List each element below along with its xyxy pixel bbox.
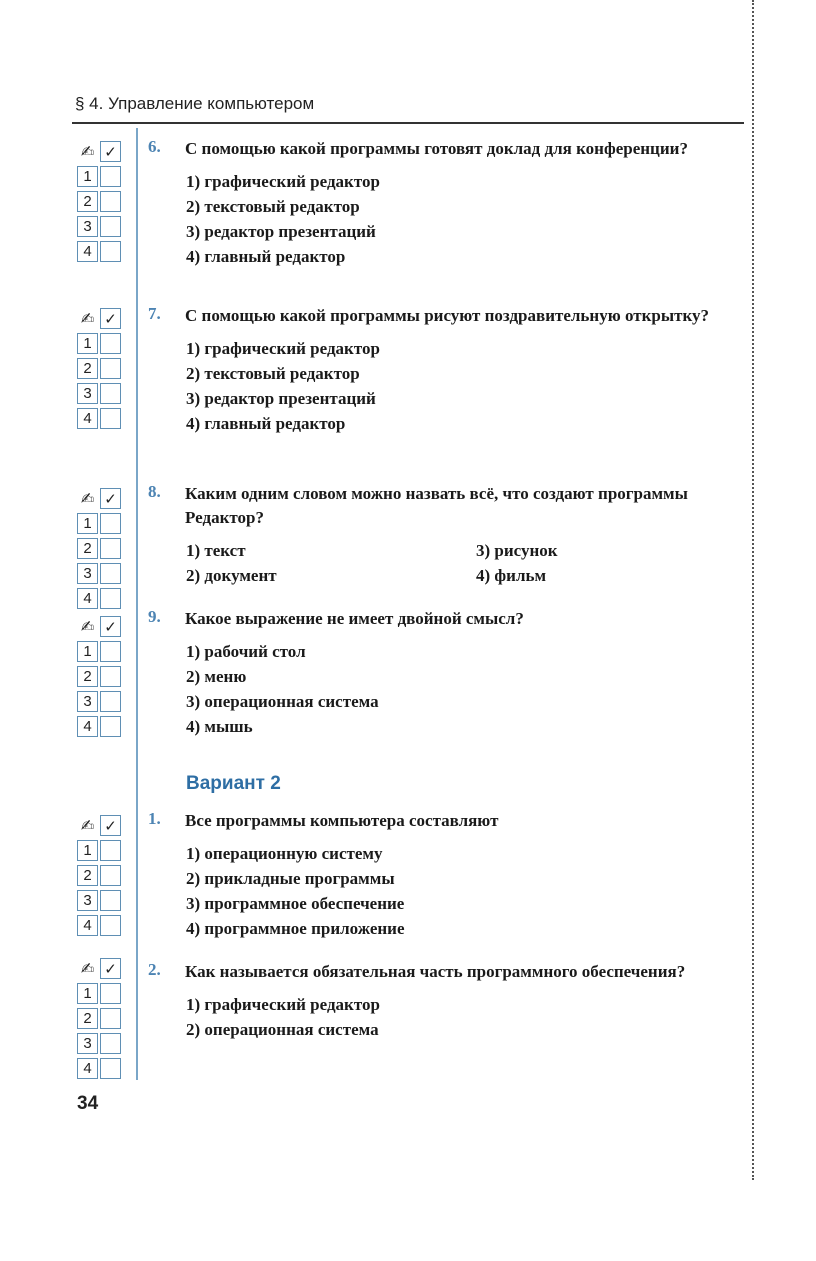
option: 3) редактор презентаций [186,222,376,241]
question-text: С помощью какой программы рисуют поздравительную открытку? [185,306,709,325]
variant-title: Вариант 2 [186,773,281,794]
option: 2) текстовый редактор [186,364,360,383]
option: 1) графический редактор [186,339,380,358]
page-number: 34 [77,1093,99,1114]
answer-option-label: 4 [77,241,98,262]
checkmark-icon: ✓ [100,815,121,836]
answer-checkbox-3[interactable] [100,890,121,911]
answer-checkbox-2[interactable] [100,358,121,379]
answer-option-label: 3 [77,1033,98,1054]
answer-column-divider [136,128,138,1080]
answer-box [77,815,127,940]
answer-option-label: 4 [77,408,98,429]
answer-option-label: 2 [77,358,98,379]
checkmark-icon: ✓ [100,141,121,162]
question-text: С помощью какой программы готовят доклад для конференции? [185,139,688,158]
header-divider [72,122,744,124]
question-number: 6. [148,137,161,156]
answer-option-label: 3 [77,890,98,911]
checkmark-icon: ✓ [100,308,121,329]
option: 4) главный редактор [186,414,346,433]
option: 1) операционную систему [186,844,383,863]
answer-checkbox-1[interactable] [100,641,121,662]
answer-option-label: 2 [77,191,98,212]
option: 4) главный редактор [186,247,346,266]
answer-option-label: 4 [77,915,98,936]
answer-option-label: 3 [77,691,98,712]
answer-option-label: 4 [77,588,98,609]
answer-checkbox-3[interactable] [100,691,121,712]
question-v2-1 [148,809,748,941]
option: 2) текстовый редактор [186,197,360,216]
option: 1) графический редактор [186,995,380,1014]
answer-box [77,958,127,1083]
answer-checkbox-2[interactable] [100,538,121,559]
answer-option-label: 2 [77,865,98,886]
answer-box [77,141,127,266]
answer-option-label: 1 [77,166,98,187]
answer-option-label: 4 [77,1058,98,1079]
option: 1) графический редактор [186,172,380,191]
answer-option-label: 4 [77,716,98,737]
pencil-icon: ✍ [80,310,95,328]
answer-checkbox-3[interactable] [100,1033,121,1054]
answer-checkbox-3[interactable] [100,216,121,237]
question-9 [148,607,748,739]
answer-checkbox-4[interactable] [100,716,121,737]
cut-line-dotted [752,0,754,1180]
question-v2-2 [148,960,748,1042]
question-number: 7. [148,304,161,323]
answer-box [77,616,127,741]
pencil-icon: ✍ [80,490,95,508]
answer-checkbox-3[interactable] [100,383,121,404]
option: 3) рисунок [476,541,558,560]
answer-option-label: 2 [77,1008,98,1029]
option: 4) фильм [476,566,547,585]
question-6 [148,137,748,269]
answer-checkbox-2[interactable] [100,865,121,886]
answer-checkbox-4[interactable] [100,408,121,429]
answer-checkbox-1[interactable] [100,983,121,1004]
answer-checkbox-4[interactable] [100,915,121,936]
question-text: Какое выражение не имеет двойной смысл? [185,609,524,628]
checkmark-icon: ✓ [100,616,121,637]
question-8 [148,482,748,588]
answer-option-label: 1 [77,513,98,534]
pencil-icon: ✍ [80,618,95,636]
pencil-icon: ✍ [80,143,95,161]
question-number: 9. [148,607,161,626]
answer-checkbox-4[interactable] [100,588,121,609]
option: 2) меню [186,667,247,686]
answer-option-label: 2 [77,666,98,687]
question-number: 1. [148,809,161,828]
question-text: Каким одним словом можно назвать всё, что создают программы Редактор? [185,484,688,527]
option: 4) мышь [186,717,253,736]
checkmark-icon: ✓ [100,488,121,509]
answer-option-label: 1 [77,983,98,1004]
answer-option-label: 1 [77,641,98,662]
answer-box [77,308,127,433]
option: 3) редактор презентаций [186,389,376,408]
answer-option-label: 2 [77,538,98,559]
answer-checkbox-1[interactable] [100,333,121,354]
question-number: 8. [148,482,161,501]
answer-checkbox-4[interactable] [100,1058,121,1079]
option: 1) текст [186,541,246,560]
question-7 [148,304,748,436]
answer-checkbox-1[interactable] [100,166,121,187]
answer-box [77,488,127,613]
answer-checkbox-2[interactable] [100,191,121,212]
question-text: Как называется обязательная часть программного обеспечения? [185,962,686,981]
pencil-icon: ✍ [80,960,95,978]
answer-option-label: 3 [77,563,98,584]
question-number: 2. [148,960,161,979]
answer-option-label: 1 [77,333,98,354]
pencil-icon: ✍ [80,817,95,835]
section-header: § 4. Управление компьютером [75,94,315,113]
question-text: Все программы компьютера составляют [185,811,499,830]
answer-checkbox-3[interactable] [100,563,121,584]
option: 3) операционная система [186,692,379,711]
option: 1) рабочий стол [186,642,306,661]
answer-option-label: 3 [77,216,98,237]
answer-option-label: 1 [77,840,98,861]
answer-checkbox-4[interactable] [100,241,121,262]
checkmark-icon: ✓ [100,958,121,979]
option: 3) программное обеспечение [186,894,405,913]
answer-checkbox-1[interactable] [100,513,121,534]
option: 4) программное приложение [186,919,405,938]
answer-checkbox-2[interactable] [100,1008,121,1029]
answer-option-label: 3 [77,383,98,404]
answer-checkbox-2[interactable] [100,666,121,687]
answer-checkbox-1[interactable] [100,840,121,861]
option: 2) документ [186,566,277,585]
option: 2) прикладные программы [186,869,395,888]
option: 2) операционная система [186,1020,379,1039]
